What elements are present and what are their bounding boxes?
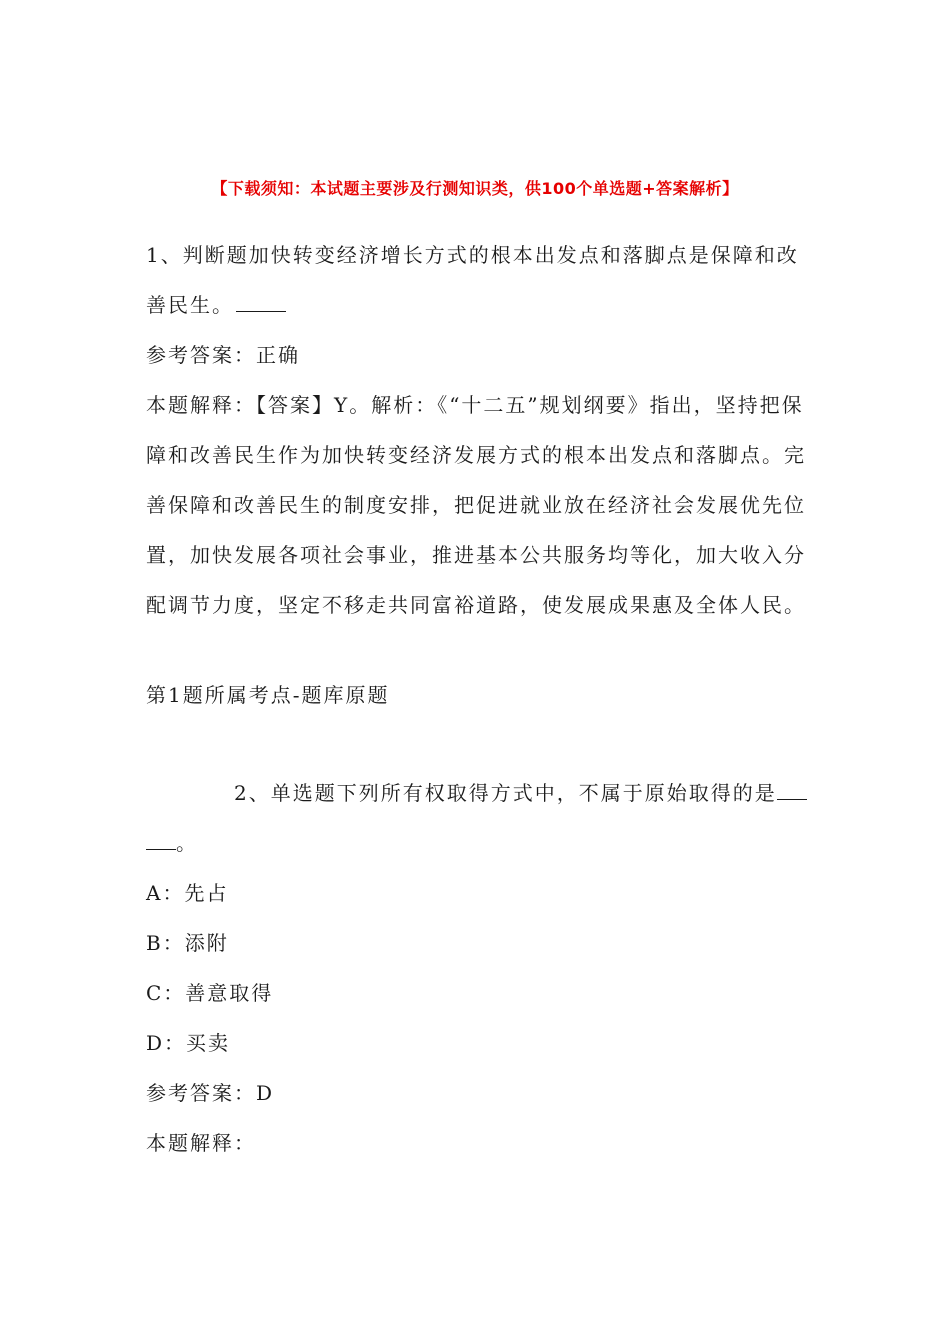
- question-1-answer: 参考答案：正确: [146, 343, 300, 367]
- spacer: [146, 630, 808, 670]
- question-2-answer: 参考答案：D: [146, 1081, 275, 1105]
- answer-blank: [146, 821, 176, 850]
- answer-blank: [777, 771, 807, 800]
- question-1-topic: 第1题所属考点-题库原题: [146, 683, 390, 707]
- spacer: [146, 720, 808, 768]
- question-2: [146, 768, 808, 868]
- question-2-end: 。: [176, 831, 198, 855]
- question-1: [146, 230, 808, 330]
- option-a: A：先占: [146, 881, 229, 905]
- option-d: D：买卖: [146, 1031, 231, 1055]
- answer-blank: [236, 283, 286, 312]
- question-1-explanation: 本题解释：【答案】Y。解析：《“十二五”规划纲要》指出，坚持把保障和改善民生作为加快转变经济发展方式的根本出发点和落脚点。完善保障和改善民生的制度安排，把促进就业放在经济社会发展优先位置，加快发展各项社会事业，推进基本公共服务均等化，加大收入分配调节力度，坚定不移走共同富裕道路，使发展成果惠及全体人民。: [146, 393, 806, 617]
- option-b: B：添附: [146, 931, 229, 955]
- question-1-text: 1、判断题加快转变经济增长方式的根本出发点和落脚点是保障和改善民生。: [146, 243, 799, 317]
- download-notice: 【下载须知：本试题主要涉及行测知识类，供100个单选题+答案解析】: [211, 179, 739, 198]
- question-2-explanation-label: 本题解释：: [146, 1131, 256, 1155]
- option-c: C：善意取得: [146, 981, 274, 1005]
- question-2-text: 2、单选题下列所有权取得方式中，不属于原始取得的是: [234, 781, 777, 805]
- question-content: [146, 230, 808, 1168]
